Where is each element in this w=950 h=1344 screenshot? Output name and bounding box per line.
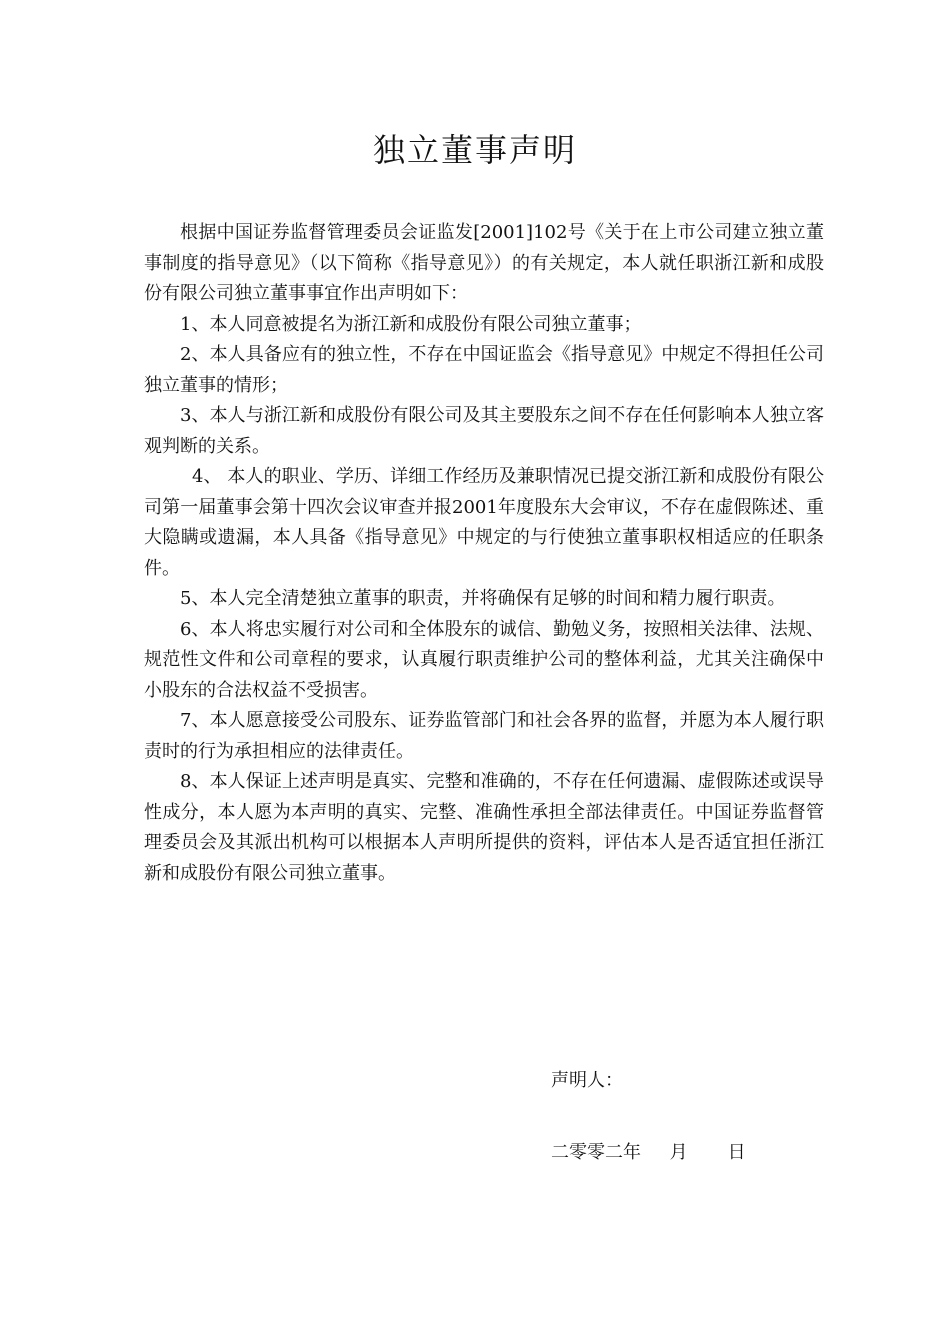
clause-5: 5、本人完全清楚独立董事的职责，并将确保有足够的时间和精力履行职责。 [180,588,786,609]
date-line: 二零零二年 月 日 [551,1142,746,1163]
clause-2: 2、本人具备应有的独立性，不存在中国证监会《指导意见》中规定不得担任公司独立董事的情形； [144,344,824,396]
clause-7: 7、本人愿意接受公司股东、证券监管部门和社会各界的监督，并愿为本人履行职责时的行为承担相应的法律责任。 [144,710,824,762]
clause-3: 3、本人与浙江新和成股份有限公司及其主要股东之间不存在任何影响本人独立客观判断的关系。 [144,405,824,457]
document-body [144,218,824,889]
declarant-label: 声明人： [551,1070,623,1091]
document-title: 独立董事声明 [372,131,577,169]
clause-8: 8、本人保证上述声明是真实、完整和准确的，不存在任何遗漏、虚假陈述或误导性成分，本人愿为本声明的真实、完整、准确性承担全部法律责任。中国证券监督管理委员会及其派出机构可以根据本人声明所提供的资料，评估本人是否适宜担任浙江新和成股份有限公司独立董事。 [144,771,824,884]
clause-1: 1、本人同意被提名为浙江新和成股份有限公司独立董事； [180,313,642,335]
clause-4: 4、 本人的职业、学历、详细工作经历及兼职情况已提交浙江新和成股份有限公司第一届董事会第十四次会议审查并报2001年度股东大会审议，不存在虚假陈述、重大隐瞒或遗漏，本人具备《指导意见》中规定的与行使独立董事职权相适应的任职条件。 [144,466,824,579]
clause-6: 6、本人将忠实履行对公司和全体股东的诚信、勤勉义务，按照相关法律、法规、规范性文件和公司章程的要求，认真履行职责维护公司的整体利益，尤其关注确保中小股东的合法权益不受损害。 [144,618,824,701]
intro-paragraph: 根据中国证券监督管理委员会证监发[2001]102号《关于在上市公司建立独立董事制度的指导意见》（以下简称《指导意见》）的有关规定，本人就任职浙江新和成股份有限公司独立董事事宜作出声明如下： [144,222,824,304]
